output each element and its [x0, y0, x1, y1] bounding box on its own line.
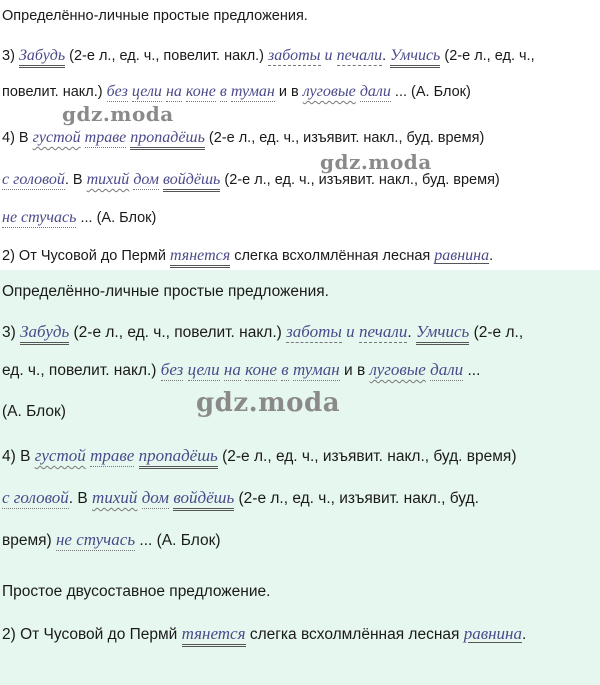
grammar-note: (2-е л., ед. ч., повелит. накл.)	[73, 324, 282, 341]
example-3-line-3	[2, 402, 66, 422]
number: 3)	[2, 48, 15, 64]
original-text-block	[0, 0, 600, 270]
example-4-line-1	[2, 446, 516, 467]
example-3-line-2	[2, 360, 480, 381]
predicate: пропадёшь	[139, 446, 218, 469]
adverbial: коне	[185, 83, 216, 100]
adverbial: цели	[131, 83, 162, 100]
predicate: пропадёшь	[130, 129, 205, 150]
text: 2) От Чусовой до Пермй	[2, 248, 167, 264]
attribute: тихий	[86, 171, 130, 188]
grammar-note: (2-е л., ед. ч., повелит. накл.)	[69, 48, 265, 64]
adverbial: туман	[230, 83, 275, 100]
text: и в	[278, 84, 299, 100]
author: ... (А. Блок)	[80, 210, 157, 226]
attribute: густой	[32, 129, 81, 146]
adverbial: на	[223, 360, 241, 379]
period: .	[521, 626, 527, 643]
subject: равнина	[463, 624, 522, 643]
adverbial: не стучась	[56, 530, 136, 549]
example-2	[2, 624, 526, 645]
adverbial: дали	[430, 360, 464, 379]
predicate: Забудь	[20, 322, 69, 345]
heading	[2, 282, 329, 302]
period: .	[407, 324, 412, 341]
number: 4) В	[2, 448, 31, 465]
object: печали	[358, 322, 408, 341]
heading-text: Простое двусоставное предложение.	[2, 583, 271, 600]
attribute: тихий	[92, 488, 138, 507]
text: слегка всхолмлённая лесная	[249, 626, 460, 643]
text: 2) От Чусовой до Пермй	[2, 626, 178, 643]
text: . В	[64, 172, 83, 188]
attribute: луговые	[369, 360, 426, 379]
predicate: тянется	[170, 247, 230, 268]
predicate: войдёшь	[173, 488, 234, 511]
grammar-note: (2-е л., ед. ч., изъявит. накл., буд. время)	[222, 448, 517, 465]
example-3-line-1	[2, 322, 523, 343]
number: 3)	[2, 324, 16, 341]
object: заботы	[268, 47, 321, 64]
number: 4) В	[2, 130, 29, 146]
grammar-note: (2-е л., ед. ч.,	[444, 48, 535, 64]
period: .	[382, 48, 387, 64]
adverbial: траве	[90, 446, 135, 465]
grammar-note: повелит. накл.)	[2, 84, 103, 100]
adverbial: в	[281, 360, 289, 379]
adverbial: туман	[292, 360, 340, 379]
heading-text: Определённо-личные простые предложения.	[2, 8, 308, 24]
example-4-line-2	[2, 488, 479, 509]
example-4-line-3	[2, 208, 156, 228]
grammar-note: (2-е л., ед. ч., изъявит. накл., буд.	[238, 490, 479, 507]
author: ... (А. Блок)	[139, 532, 221, 549]
adverbial: траве	[84, 129, 127, 146]
predicate: тянется	[182, 624, 246, 647]
predicate: войдёшь	[163, 171, 220, 192]
watermark: gdz.moda	[320, 150, 432, 174]
object: печали	[336, 47, 383, 64]
example-4-line-3	[2, 530, 221, 551]
grammar-note: (2-е л., ед. ч., изъявит. накл., буд. время)	[208, 130, 485, 146]
watermark: gdz.moda	[196, 388, 341, 418]
grammar-note: ед. ч., повелит. накл.)	[2, 362, 157, 379]
conjunction: и	[346, 322, 355, 341]
object: заботы	[286, 322, 342, 341]
adverbial: дали	[359, 83, 391, 100]
attribute: луговые	[302, 83, 356, 100]
author: ... (А. Блок)	[394, 84, 471, 100]
adverbial: без	[160, 360, 184, 379]
period: .	[489, 248, 494, 264]
grammar-note: время)	[2, 532, 52, 549]
adverbial: коне	[245, 360, 277, 379]
text: . В	[68, 490, 88, 507]
adverbial: на	[165, 83, 182, 100]
example-3-line-2	[2, 82, 471, 102]
predicate: Забудь	[19, 47, 65, 68]
author: (А. Блок)	[2, 403, 66, 420]
heading-text: Определённо-личные простые предложения.	[2, 283, 329, 300]
conjunction: и	[324, 47, 333, 64]
adverbial: без	[106, 83, 128, 100]
predicate: Умчись	[390, 47, 440, 68]
attribute: густой	[34, 446, 86, 465]
adverbial: дом	[141, 488, 169, 507]
watermark: gdz.moda	[62, 102, 174, 126]
predicate: Умчись	[416, 322, 469, 345]
example-4-line-1	[2, 128, 484, 148]
adverbial: с головой	[2, 171, 65, 188]
adverbial: в	[219, 83, 227, 100]
adverbial: не стучась	[2, 209, 77, 226]
example-2	[2, 246, 493, 266]
adverbial: цели	[187, 360, 220, 379]
heading-2	[2, 582, 270, 602]
grammar-note: (2-е л.,	[473, 324, 524, 341]
example-3-line-1	[2, 46, 535, 66]
answer-block	[0, 270, 600, 685]
ellipsis: ...	[467, 362, 481, 379]
adverbial: дом	[133, 171, 160, 188]
text: слегка всхолмлённая лесная	[234, 248, 431, 264]
text: и в	[344, 362, 366, 379]
subject: равнина	[434, 247, 490, 264]
grammar-note: (2-е л., ед. ч., изъявит. накл., буд. время)	[224, 172, 500, 188]
heading	[2, 6, 308, 26]
adverbial: с головой	[2, 488, 69, 507]
